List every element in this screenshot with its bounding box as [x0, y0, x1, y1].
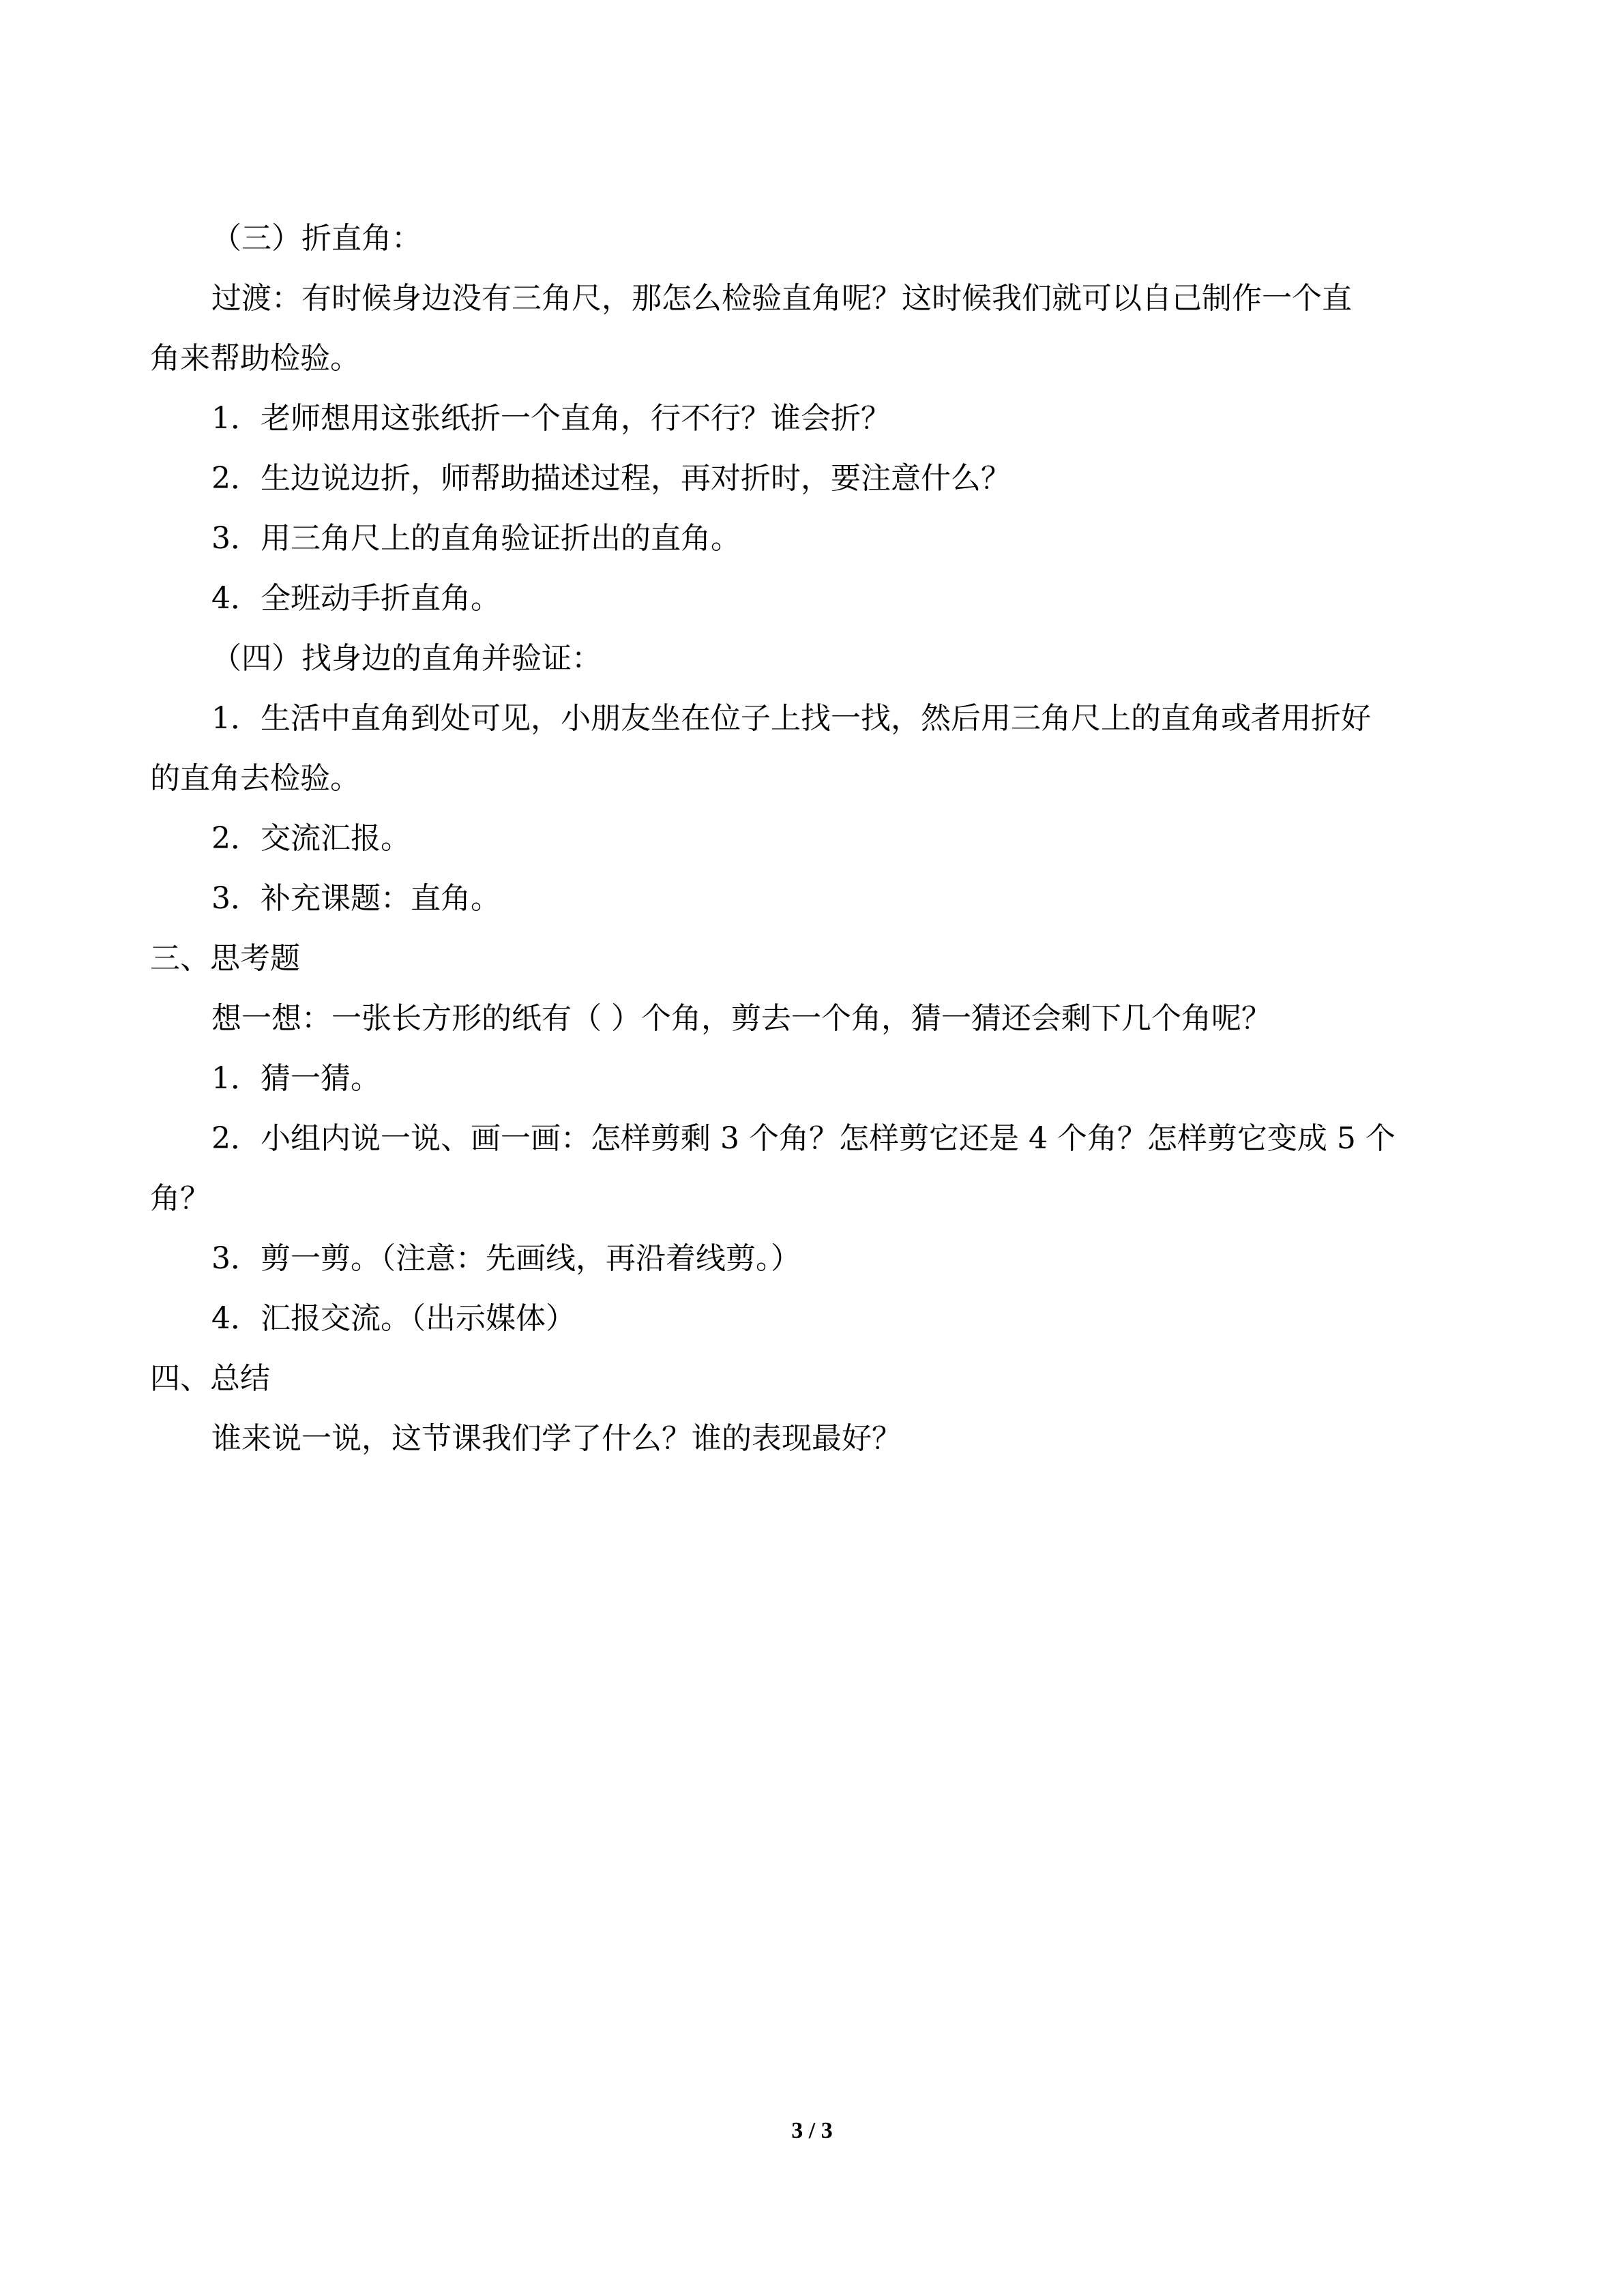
list-item-fold-1: 1．老师想用这张纸折一个直角，行不行？谁会折？	[211, 401, 891, 436]
list-item-find-1-continued: 的直角去检验。	[150, 761, 360, 796]
list-item-think-2: 2．小组内说一说、画一画：怎样剪剩 3 个角？怎样剪它还是 4 个角？怎样剪它变成 5 个	[211, 1121, 1396, 1156]
paragraph-think: 想一想：一张长方形的纸有（ ）个角，剪去一个角，猜一猜还会剩下几个角呢？	[211, 1001, 1271, 1036]
subsection-heading-find-right-angles: （四）找身边的直角并验证：	[211, 641, 602, 676]
list-item-fold-4: 4．全班动手折直角。	[211, 581, 501, 616]
list-item-fold-3: 3．用三角尺上的直角验证折出的直角。	[211, 521, 741, 556]
paragraph-transition: 过渡：有时候身边没有三角尺，那怎么检验直角呢？这时候我们就可以自己制作一个直	[211, 281, 1352, 316]
list-item-find-2: 2．交流汇报。	[211, 821, 411, 856]
list-item-find-3: 3．补充课题：直角。	[211, 881, 501, 916]
subsection-heading-fold-right-angle: （三）折直角：	[211, 221, 422, 256]
paragraph-transition-continued: 角来帮助检验。	[150, 341, 360, 376]
list-item-fold-2: 2．生边说边折，师帮助描述过程，再对折时，要注意什么？	[211, 461, 1011, 496]
list-item-find-1: 1．生活中直角到处可见，小朋友坐在位子上找一找，然后用三角尺上的直角或者用折好	[211, 701, 1371, 736]
list-item-think-2-continued: 角？	[150, 1181, 210, 1216]
page-number: 3 / 3	[791, 2118, 833, 2143]
list-item-think-3: 3．剪一剪。（注意：先画线，再沿着线剪。）	[211, 1241, 801, 1276]
section-heading-summary: 四、总结	[150, 1361, 270, 1396]
section-heading-thinking-questions: 三、思考题	[150, 941, 300, 976]
list-item-think-4: 4．汇报交流。（出示媒体）	[211, 1301, 576, 1336]
paragraph-summary: 谁来说一说，这节课我们学了什么？谁的表现最好？	[211, 1421, 902, 1456]
list-item-think-1: 1．猜一猜。	[211, 1061, 381, 1096]
